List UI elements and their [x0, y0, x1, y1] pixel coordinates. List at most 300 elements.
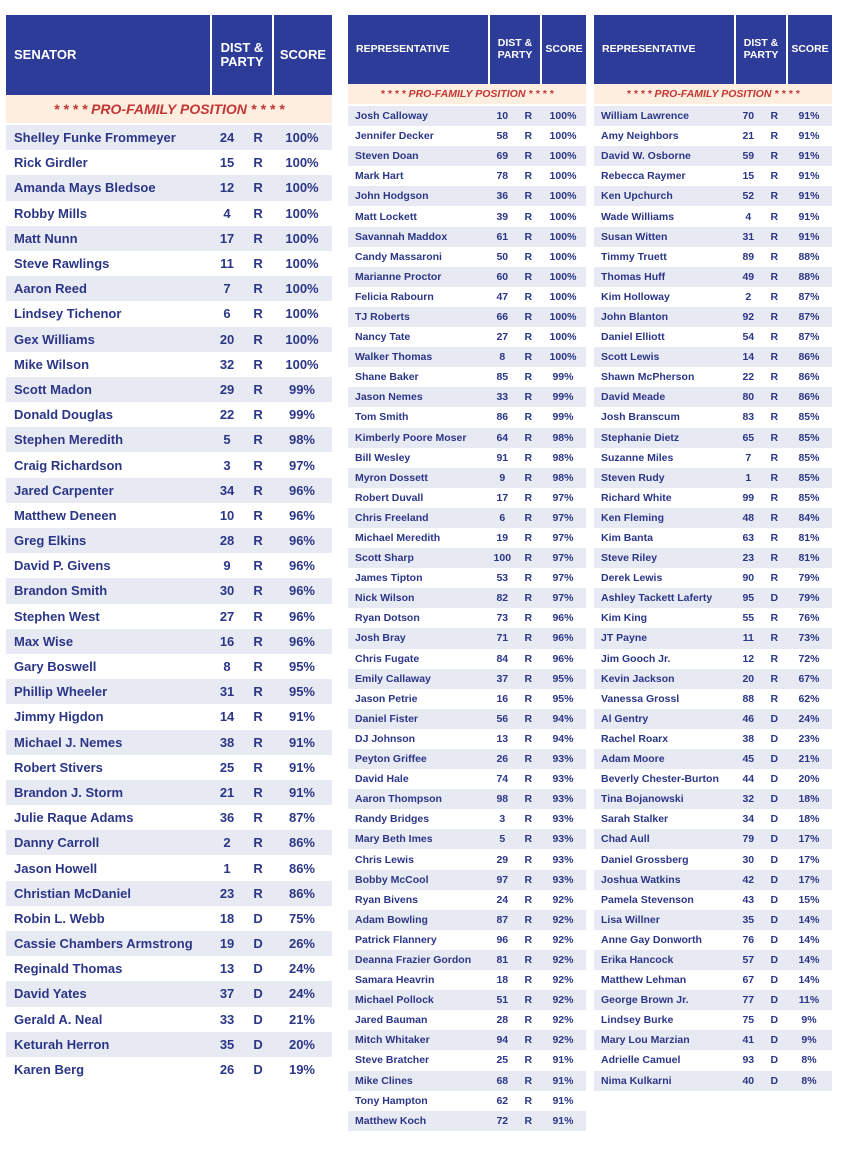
table-row: [348, 950, 586, 970]
table-row: [348, 1111, 586, 1131]
legislator-name: Bobby McCool: [355, 873, 429, 886]
table-row: [348, 126, 586, 146]
district: 48: [742, 511, 755, 524]
table-row: [594, 247, 832, 267]
legislator-name: Scott Madon: [14, 381, 92, 397]
header-score: SCORE: [272, 15, 332, 95]
legislator-name: Michael Meredith: [355, 532, 441, 545]
legislator-name: David P. Givens: [14, 558, 111, 574]
score: 85%: [798, 431, 820, 444]
score: 11%: [798, 994, 820, 1007]
party: D: [253, 1036, 263, 1052]
table-row: [594, 829, 832, 849]
party: R: [253, 608, 263, 624]
score: 93%: [552, 833, 574, 846]
district: 40: [742, 1074, 755, 1087]
district: 43: [742, 893, 755, 906]
table-row: [348, 1010, 586, 1030]
table-row: [6, 478, 332, 503]
district: 28: [219, 533, 235, 549]
district: 18: [219, 910, 235, 926]
party: R: [524, 672, 533, 685]
district: 15: [742, 170, 755, 183]
table-row: [594, 448, 832, 468]
legislator-name: Joshua Watkins: [601, 873, 681, 886]
district: 19: [496, 532, 509, 545]
party: R: [253, 306, 263, 322]
table-row: [6, 402, 332, 427]
district: 31: [219, 684, 235, 700]
legislator-name: Scott Lewis: [601, 351, 660, 364]
table-row: [6, 175, 332, 200]
district: 12: [219, 180, 235, 196]
table-row: [348, 146, 586, 166]
score: 87%: [798, 290, 820, 303]
legislator-name: Lindsey Tichenor: [14, 306, 122, 322]
score: 92%: [552, 913, 574, 926]
score: 100%: [285, 331, 319, 347]
legislator-name: Cassie Chambers Armstrong: [14, 936, 193, 952]
table-row: [348, 548, 586, 568]
table-row: [6, 1032, 332, 1057]
district: 85: [496, 371, 509, 384]
district: 97: [496, 873, 509, 886]
legislator-name: Timmy Truett: [601, 250, 667, 263]
district: 73: [496, 612, 509, 625]
district: 8: [223, 659, 231, 675]
party: D: [770, 732, 779, 745]
score: 91%: [552, 1074, 574, 1087]
table-row: [348, 287, 586, 307]
header-score: SCORE: [540, 15, 586, 84]
party: R: [524, 511, 533, 524]
party: D: [770, 953, 779, 966]
legislator-name: John Hodgson: [355, 190, 429, 203]
score: 100%: [285, 356, 319, 372]
party: R: [770, 612, 779, 625]
district: 30: [742, 853, 755, 866]
party: R: [770, 511, 779, 524]
score: 21%: [798, 753, 820, 766]
score: 19%: [288, 1062, 315, 1078]
table-row: [594, 146, 832, 166]
table-row: [594, 186, 832, 206]
district: 69: [496, 150, 509, 163]
party: R: [770, 371, 779, 384]
score: 87%: [798, 310, 820, 323]
party: R: [524, 471, 533, 484]
table-row: [6, 679, 332, 704]
table-row: [348, 488, 586, 508]
legislator-name: James Tipton: [355, 572, 423, 585]
party: R: [770, 552, 779, 565]
district: 71: [496, 632, 509, 645]
legislator-name: Suzanne Miles: [601, 451, 674, 464]
legislator-name: Craig Richardson: [14, 457, 123, 473]
party: R: [253, 331, 263, 347]
score: 91%: [798, 110, 820, 123]
legislator-name: Al Gentry: [601, 712, 649, 725]
table-row: [6, 1057, 332, 1082]
score: 76%: [798, 612, 820, 625]
legislator-name: Gary Boswell: [14, 659, 97, 675]
district: 34: [219, 482, 235, 498]
table-row: [348, 689, 586, 709]
table-row: [348, 970, 586, 990]
district: 91: [496, 451, 509, 464]
table-row: [594, 1030, 832, 1050]
district: 9: [499, 471, 506, 484]
score: 92%: [552, 1034, 574, 1047]
table-row: [594, 689, 832, 709]
legislator-name: Pamela Stevenson: [601, 893, 694, 906]
district: 1: [223, 860, 231, 876]
legislator-name: Chris Freeland: [355, 511, 429, 524]
table-row: [348, 789, 586, 809]
legislator-name: Kim Banta: [601, 532, 653, 545]
legislator-name: Candy Massaroni: [355, 250, 442, 263]
district: 99: [742, 491, 755, 504]
legislator-name: David Meade: [601, 391, 666, 404]
header-name: REPRESENTATIVE: [356, 42, 450, 55]
party: R: [524, 1014, 533, 1027]
table-row: [348, 669, 586, 689]
district: 81: [496, 953, 509, 966]
senate-scorecard-table: [6, 15, 332, 1082]
party: R: [524, 190, 533, 203]
district: 87: [496, 913, 509, 926]
legislator-name: Adam Moore: [601, 753, 665, 766]
header-district-party: DIST & PARTY: [734, 15, 786, 84]
table-row: [348, 327, 586, 347]
party: R: [253, 155, 263, 171]
party: R: [253, 810, 263, 826]
district: 23: [742, 552, 755, 565]
legislator-name: Christian McDaniel: [14, 885, 132, 901]
district: 84: [496, 652, 509, 665]
table-row: [6, 377, 332, 402]
district: 35: [742, 913, 755, 926]
legislator-name: Walker Thomas: [355, 351, 433, 364]
party: R: [524, 793, 533, 806]
pro-family-banner: * * * * PRO-FAMILY POSITION * * * *: [594, 84, 832, 106]
district: 14: [219, 709, 235, 725]
score: 91%: [288, 709, 315, 725]
legislator-name: Nick Wilson: [355, 592, 415, 605]
legislator-name: Danny Carroll: [14, 835, 100, 851]
score: 95%: [288, 659, 315, 675]
score: 96%: [288, 482, 315, 498]
district: 52: [742, 190, 755, 203]
score: 100%: [549, 150, 577, 163]
district: 54: [742, 331, 755, 344]
party: D: [770, 712, 779, 725]
party: R: [524, 612, 533, 625]
score: 96%: [288, 633, 315, 649]
score: 100%: [549, 270, 577, 283]
district: 29: [219, 381, 235, 397]
legislator-name: Steve Bratcher: [355, 1054, 430, 1067]
district: 42: [742, 873, 755, 886]
district: 64: [496, 431, 509, 444]
table-row: [594, 407, 832, 427]
score: 96%: [288, 608, 315, 624]
score: 91%: [288, 759, 315, 775]
score: 17%: [798, 873, 820, 886]
score: 81%: [798, 532, 820, 545]
table-row: [348, 267, 586, 287]
party: D: [253, 936, 263, 952]
table-row: [348, 1091, 586, 1111]
party: R: [524, 893, 533, 906]
party: R: [253, 885, 263, 901]
score: 91%: [798, 230, 820, 243]
legislator-name: Brandon J. Storm: [14, 784, 124, 800]
score: 85%: [798, 471, 820, 484]
score: 100%: [549, 351, 577, 364]
table-row: [348, 890, 586, 910]
party: R: [524, 270, 533, 283]
legislator-name: Mike Clines: [355, 1074, 413, 1087]
district: 34: [742, 813, 755, 826]
table-row: [6, 201, 332, 226]
score: 92%: [552, 953, 574, 966]
legislator-name: Matthew Koch: [355, 1114, 427, 1127]
district: 27: [496, 331, 509, 344]
district: 10: [496, 110, 509, 123]
legislator-name: Robby Mills: [14, 205, 87, 221]
legislator-name: Matthew Lehman: [601, 974, 687, 987]
district: 39: [496, 210, 509, 223]
legislator-name: Erika Hancock: [601, 953, 674, 966]
party: R: [524, 853, 533, 866]
legislator-name: Kevin Jackson: [601, 672, 675, 685]
legislator-name: Savannah Maddox: [355, 230, 448, 243]
legislator-name: Tony Hampton: [355, 1094, 428, 1107]
legislator-name: David W. Osborne: [601, 150, 691, 163]
legislator-name: Anne Gay Donworth: [601, 933, 702, 946]
legislator-name: Randy Bridges: [355, 813, 430, 826]
table-row: [6, 352, 332, 377]
legislator-name: Mitch Whitaker: [355, 1034, 430, 1047]
party: R: [253, 709, 263, 725]
district: 33: [496, 391, 509, 404]
legislator-name: Marianne Proctor: [355, 270, 442, 283]
table-row: [594, 548, 832, 568]
score: 100%: [285, 205, 319, 221]
score: 99%: [552, 391, 574, 404]
score: 8%: [801, 1054, 817, 1067]
table-row: [6, 855, 332, 880]
legislator-name: Mike Wilson: [14, 356, 90, 372]
district: 5: [499, 833, 506, 846]
party: R: [524, 1074, 533, 1087]
district: 38: [742, 732, 755, 745]
score: 100%: [549, 110, 577, 123]
district: 82: [496, 592, 509, 605]
district: 50: [496, 250, 509, 263]
legislator-name: JT Payne: [601, 632, 648, 645]
party: R: [253, 205, 263, 221]
table-row: [6, 553, 332, 578]
table-row: [594, 870, 832, 890]
district: 94: [496, 1034, 509, 1047]
party: D: [770, 933, 779, 946]
party: R: [770, 692, 779, 705]
table-row: [594, 1050, 832, 1070]
district: 28: [496, 1014, 509, 1027]
district: 11: [220, 256, 234, 272]
legislator-name: Felicia Rabourn: [355, 290, 434, 303]
district: 16: [496, 692, 509, 705]
party: R: [253, 633, 263, 649]
score: 100%: [285, 281, 319, 297]
party: R: [524, 1114, 533, 1127]
district: 59: [742, 150, 755, 163]
party: R: [524, 753, 533, 766]
table-row: [594, 488, 832, 508]
party: R: [524, 833, 533, 846]
district: 6: [223, 306, 231, 322]
score: 92%: [552, 1014, 574, 1027]
party: D: [770, 913, 779, 926]
score: 92%: [552, 994, 574, 1007]
party: R: [524, 652, 533, 665]
score: 100%: [285, 256, 319, 272]
party: D: [253, 961, 263, 977]
table-row: [348, 428, 586, 448]
party: R: [524, 532, 533, 545]
district: 15: [219, 155, 235, 171]
party: R: [253, 507, 263, 523]
legislator-name: Derek Lewis: [601, 572, 663, 585]
party: D: [770, 994, 779, 1007]
district: 75: [742, 1014, 755, 1027]
legislator-name: Nancy Tate: [355, 331, 411, 344]
party: R: [524, 1034, 533, 1047]
party: R: [253, 130, 263, 146]
district: 23: [219, 885, 235, 901]
party: R: [253, 356, 263, 372]
party: R: [253, 457, 263, 473]
table-row: [348, 628, 586, 648]
legislator-name: Adam Bowling: [355, 913, 428, 926]
party: R: [524, 873, 533, 886]
district: 78: [496, 170, 509, 183]
table-header: [594, 15, 832, 84]
score: 91%: [288, 784, 315, 800]
score: 85%: [798, 491, 820, 504]
table-row: [348, 307, 586, 327]
table-row: [6, 578, 332, 603]
district: 12: [742, 652, 755, 665]
score: 17%: [798, 833, 820, 846]
legislator-name: Robert Stivers: [14, 759, 103, 775]
party: R: [770, 310, 779, 323]
party: R: [524, 331, 533, 344]
legislator-name: Daniel Fister: [355, 712, 419, 725]
legislator-name: Steven Doan: [355, 150, 419, 163]
legislator-name: Phillip Wheeler: [14, 684, 108, 700]
table-row: [6, 503, 332, 528]
table-row: [594, 588, 832, 608]
party: R: [524, 1094, 533, 1107]
district: 11: [742, 632, 754, 645]
party: D: [770, 813, 779, 826]
district: 95: [742, 592, 755, 605]
district: 63: [742, 532, 755, 545]
party: R: [770, 471, 779, 484]
district: 32: [219, 356, 235, 372]
party: R: [524, 974, 533, 987]
legislator-name: Ken Upchurch: [601, 190, 673, 203]
district: 68: [496, 1074, 509, 1087]
score: 8%: [801, 1074, 817, 1087]
table-row: [594, 628, 832, 648]
table-row: [594, 347, 832, 367]
party: D: [770, 753, 779, 766]
table-body: [6, 125, 332, 1082]
table-row: [6, 755, 332, 780]
district: 72: [496, 1114, 509, 1127]
table-row: [594, 327, 832, 347]
header-district-party: DIST & PARTY: [488, 15, 540, 84]
district: 41: [742, 1034, 755, 1047]
table-row: [594, 387, 832, 407]
legislator-name: Chris Lewis: [355, 853, 414, 866]
district: 53: [496, 572, 509, 585]
legislator-name: Ryan Dotson: [355, 612, 420, 625]
district: 70: [742, 110, 755, 123]
legislator-name: Adrielle Camuel: [601, 1054, 681, 1067]
district: 22: [219, 407, 235, 423]
party: R: [770, 230, 779, 243]
district: 55: [742, 612, 755, 625]
table-row: [594, 769, 832, 789]
score: 100%: [549, 310, 577, 323]
score: 91%: [552, 1094, 574, 1107]
legislator-name: Amy Neighbors: [601, 130, 679, 143]
party: R: [524, 371, 533, 384]
table-row: [348, 829, 586, 849]
party: R: [253, 860, 263, 876]
table-row: [594, 729, 832, 749]
party: R: [524, 813, 533, 826]
district: 3: [223, 457, 231, 473]
district: 18: [496, 974, 509, 987]
score: 98%: [552, 471, 574, 484]
district: 45: [742, 753, 755, 766]
legislator-name: Steve Rawlings: [14, 256, 110, 272]
party: R: [524, 130, 533, 143]
table-row: [6, 150, 332, 175]
table-row: [6, 881, 332, 906]
legislator-name: Stephanie Dietz: [601, 431, 680, 444]
score: 86%: [288, 835, 315, 851]
district: 26: [496, 753, 509, 766]
table-row: [348, 347, 586, 367]
table-row: [348, 849, 586, 869]
table-row: [6, 125, 332, 150]
score: 84%: [798, 511, 820, 524]
table-row: [348, 588, 586, 608]
legislator-name: Jason Nemes: [355, 391, 423, 404]
legislator-name: Reginald Thomas: [14, 961, 123, 977]
score: 20%: [288, 1036, 315, 1052]
district: 20: [742, 672, 755, 685]
party: R: [770, 491, 779, 504]
party: D: [770, 1034, 779, 1047]
